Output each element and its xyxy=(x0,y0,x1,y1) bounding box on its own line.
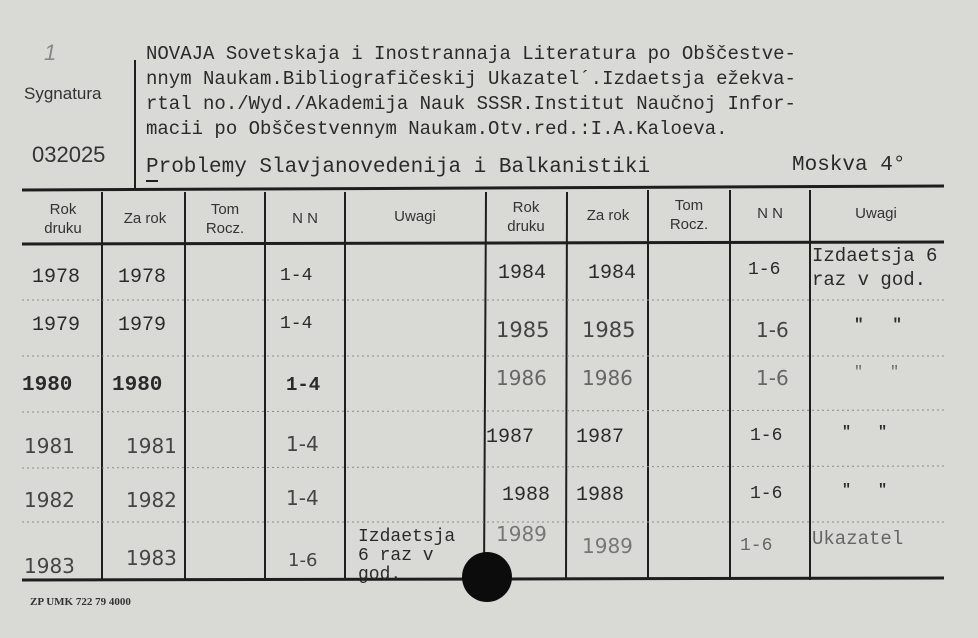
nn: 1-6 xyxy=(750,484,783,504)
rok-druku: 1985 xyxy=(496,318,550,342)
header-rule xyxy=(22,242,944,244)
nn: 1-4 xyxy=(286,432,319,456)
rok-druku: 1978 xyxy=(32,266,81,289)
title-line: rtal no./Wyd./Akademija Nauk SSSR.Institut Naučnoj Infor- xyxy=(146,93,796,115)
rok-druku: 1984 xyxy=(498,262,547,285)
header-tom-rocz: Tom Rocz. xyxy=(669,197,709,233)
uwagi-ditto: " " xyxy=(842,424,888,441)
punch-hole xyxy=(462,552,512,602)
rok-druku: 1979 xyxy=(32,314,81,337)
sygnatura-label: Sygnatura xyxy=(24,84,102,103)
za-rok: 1985 xyxy=(582,318,636,342)
za-rok: 1989 xyxy=(582,534,633,558)
header-za-rok: Za rok xyxy=(123,210,167,227)
column-rule xyxy=(484,192,486,580)
za-rok: 1982 xyxy=(126,488,177,512)
za-rok: 1979 xyxy=(118,314,167,337)
header-uwagi: Uwagi xyxy=(394,208,436,225)
rok-druku: 1988 xyxy=(502,484,551,507)
rok-druku: 1983 xyxy=(24,554,75,578)
rok-druku: 1982 xyxy=(24,488,75,512)
za-rok: 1986 xyxy=(582,366,633,390)
uwagi-note: Izdaetsja 6 raz v god. xyxy=(358,527,456,585)
pencil-mark: 1 xyxy=(44,40,57,65)
uwagi-note: Ukazatel xyxy=(812,528,904,550)
rok-druku: 1986 xyxy=(496,366,547,390)
rok-druku: 1981 xyxy=(24,434,75,458)
column-rule xyxy=(566,192,567,580)
header-nn: N N xyxy=(292,210,318,227)
nn: 1-4 xyxy=(280,266,313,286)
nn: 1-6 xyxy=(748,260,781,280)
nn: 1-6 xyxy=(756,318,789,342)
za-rok: 1987 xyxy=(576,426,625,449)
title-line: NOVAJA Sovetskaja i Inostrannaja Literatura po Obščestve- xyxy=(146,43,796,65)
header-uwagi: Uwagi xyxy=(855,205,897,222)
za-rok: 1981 xyxy=(126,434,177,458)
nn: 1-4 xyxy=(286,486,319,510)
rok-druku: 1987 xyxy=(486,426,535,449)
row-rule xyxy=(22,410,944,412)
sygnatura-number: 032025 xyxy=(32,142,106,167)
header-za-rok: Za rok xyxy=(586,207,630,224)
title-line: nnym Naukam.Bibliografičeskij Ukazatel´.Izdaetsja ežekva- xyxy=(146,68,796,90)
header-rok-druku: Rok druku xyxy=(44,201,82,237)
header-nn: N N xyxy=(757,205,783,222)
header-rok-druku: Rok druku xyxy=(507,199,545,235)
nn: 1-6 xyxy=(750,426,783,446)
nn: 1-6 xyxy=(756,366,789,390)
print-code: ZP UMK 722 79 4000 xyxy=(30,596,131,608)
title-line: macii po Obščestvennym Naukam.Otv.red.:I.A.Kaloeva. xyxy=(146,118,728,140)
uwagi-ditto: " " xyxy=(854,316,903,334)
za-rok: 1983 xyxy=(126,546,177,570)
uwagi-note: Izdaetsja 6 raz v god. xyxy=(812,245,938,291)
header-tom-rocz: Tom Rocz. xyxy=(205,201,245,237)
uwagi-ditto: " " xyxy=(854,364,900,381)
series-title: Problemy Slavjanovedenija i Balkanistiki xyxy=(146,156,651,179)
table-top-rule xyxy=(22,186,944,190)
nn: 1-6 xyxy=(740,536,773,556)
za-rok: 1980 xyxy=(112,374,163,397)
row-rule xyxy=(22,466,944,468)
rok-druku: 1980 xyxy=(22,374,73,397)
uwagi-ditto: " " xyxy=(842,482,888,499)
nn: 1-6 xyxy=(288,550,318,571)
za-rok: 1978 xyxy=(118,266,167,289)
za-rok: 1984 xyxy=(588,262,637,285)
nn: 1-4 xyxy=(280,314,313,334)
place-format: Moskva 4° xyxy=(792,154,906,177)
rok-druku: 1989 xyxy=(496,522,547,546)
za-rok: 1988 xyxy=(576,484,625,507)
nn: 1-4 xyxy=(286,374,321,396)
